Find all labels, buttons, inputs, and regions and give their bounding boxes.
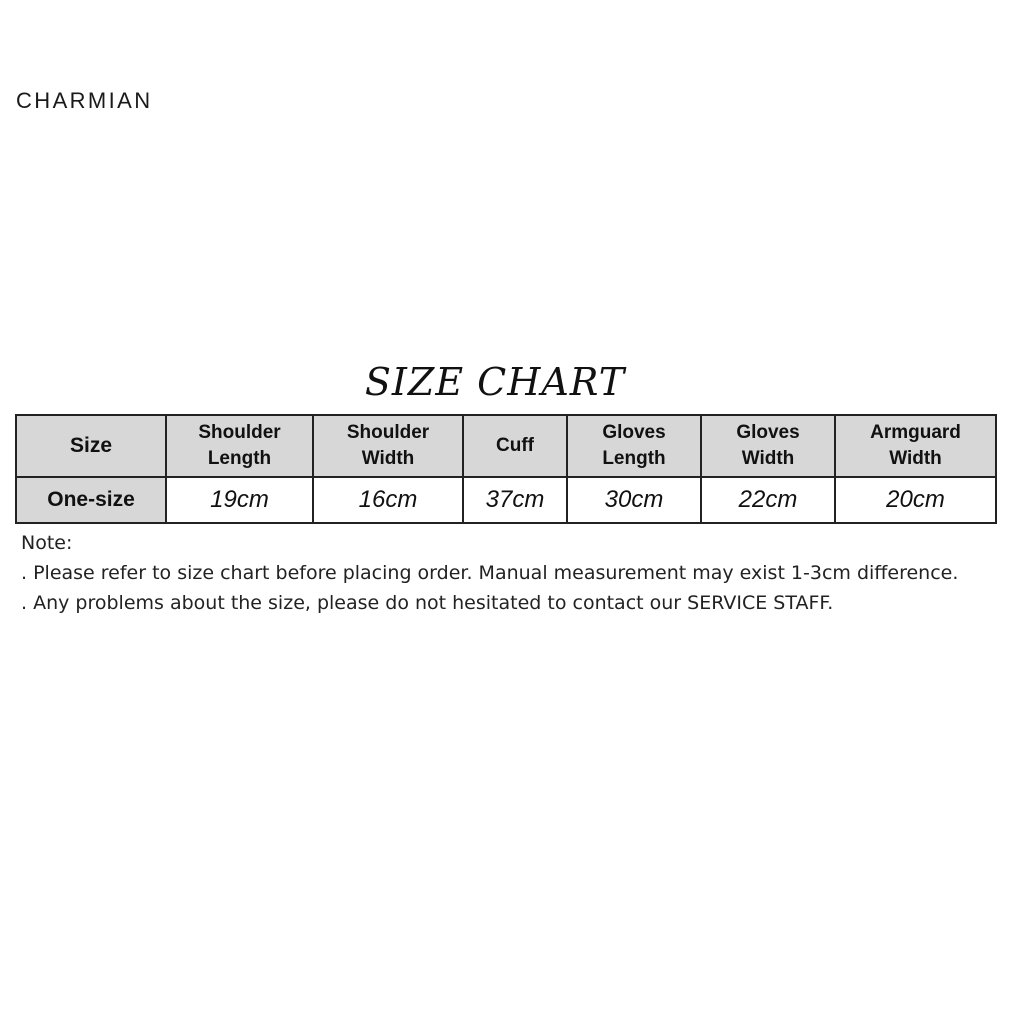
row-label-one-size: One-size (16, 477, 166, 523)
page-title: SIZE CHART (364, 360, 626, 404)
note-line: . Please refer to size chart before placing order. Manual measurement may exist 1-3cm difference. (21, 562, 959, 584)
header-armguard-width: Armguard Width (835, 415, 996, 477)
cell-armguard-width: 20cm (835, 477, 996, 523)
header-shoulder-length: Shoulder Length (166, 415, 313, 477)
cell-gloves-width: 22cm (701, 477, 835, 523)
cell-shoulder-length: 19cm (166, 477, 313, 523)
cell-gloves-length: 30cm (567, 477, 701, 523)
size-table (15, 414, 997, 524)
table-row (16, 477, 996, 523)
header-gloves-width: Gloves Width (701, 415, 835, 477)
note-heading: Note: (21, 532, 73, 554)
header-gloves-length: Gloves Length (567, 415, 701, 477)
notes-section (21, 528, 981, 618)
note-line: . Any problems about the size, please do not hesitated to contact our SERVICE STAFF. (21, 592, 834, 614)
brand-logo: CHARMIAN (16, 88, 153, 113)
header-cuff: Cuff (463, 415, 567, 477)
table-header-row (16, 415, 996, 477)
header-shoulder-width: Shoulder Width (313, 415, 463, 477)
cell-shoulder-width: 16cm (313, 477, 463, 523)
cell-cuff: 37cm (463, 477, 567, 523)
header-size: Size (16, 415, 166, 477)
